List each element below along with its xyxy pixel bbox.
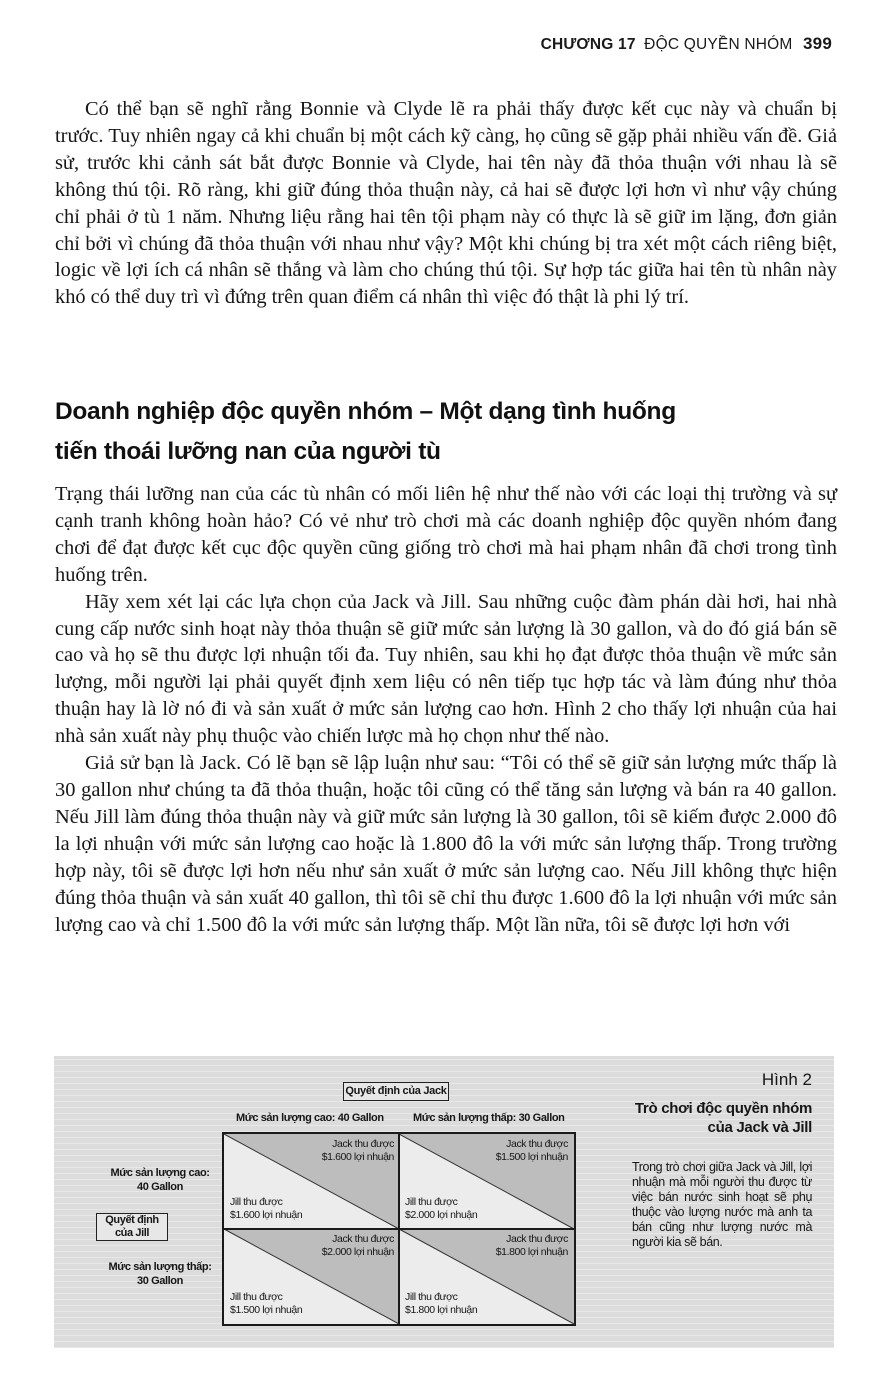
figure-caption: Trong trò chơi giữa Jack và Jill, lợi nhuận mà mỗi người thu được từ việc bán nước sinh hoạt sẽ phụ thuộc vào lượng nước mà anh ta bán cũng như lượng nước mà người kia sẽ bán. [632,1160,812,1249]
cell-2-jill-line-1: Jill thu được [405,1196,458,1208]
row-header-low [100,1260,220,1288]
cell-4-jill-line-1: Jill thu được [405,1291,458,1303]
figure-texture-line [54,1329,834,1330]
cell-1-jill-line-2: $1.600 lợi nhuận [230,1209,303,1221]
cell-4-jill-line-2: $1.800 lợi nhuận [405,1304,478,1316]
figure-number: Hình 2 [761,1070,812,1089]
cell-2-jack-line-2: $1.500 lợi nhuận [495,1151,568,1163]
section-heading-line-1: Doanh nghiệp độc quyền nhóm – Một dạng tình huống [55,398,676,425]
body-text-section [55,481,837,938]
column-header-low: Mức sản lượng thấp: 30 Gallon [413,1112,565,1124]
row-header-high [104,1166,216,1194]
cell-1-jack-payoff [308,1138,394,1164]
figure-texture-line [54,1347,834,1348]
cell-3-jack-line-2: $2.000 lợi nhuận [321,1246,394,1258]
cell-3-jill-line-1: Jill thu được [230,1291,283,1303]
row-header-high-line-2: 40 Gallon [137,1181,183,1193]
figure-title [620,1099,812,1137]
cell-1-jill-line-1: Jill thu được [230,1196,283,1208]
cell-2-jill-line-2: $2.000 lợi nhuận [405,1209,478,1221]
jill-decision-line-1: Quyết định [105,1214,159,1226]
paragraph: Hãy xem xét lại các lựa chọn của Jack và Jill. Sau những cuộc đàm phán dài hơi, hai nhà cung cấp nước sinh hoạt này thỏa thuận sẽ giữ mức sản lượng là 30 gallon, và do đó giá bán sẽ cao và họ sẽ thu được lợi nhuận tối đa. Tuy nhiên, sau khi họ đạt được thỏa thuận về mức sản lượng, mỗi người lại phải quyết định xem liệu có nên tiếp tục hợp tác và làm đúng như thỏa thuận hay là lờ nó đi và sản xuất ở mức sản lượng cao hơn. Hình 2 cho thấy lợi nhuận của hai nhà sản xuất này phụ thuộc vào chiến lược mà họ chọn như thế nào. [55,590,837,748]
paragraph: Có thể bạn sẽ nghĩ rằng Bonnie và Clyde lẽ ra phải thấy được kết cục này và chuẩn bị trước. Tuy nhiên ngay cả khi chuẩn bị một cách kỹ càng, họ cũng sẽ gặp phải nhiều vấn đề. Giả sử, trước khi cảnh sát bắt được Bonnie và Clyde, hai tên này đã thỏa thuận với nhau là sẽ không thú tội. Rõ ràng, khi giữ đúng thỏa thuận này, cả hai sẽ được lợi hơn vì như vậy chúng chỉ phải ở tù 1 năm. Nhưng liệu rằng hai tên tội phạm này có thực là sẽ giữ im lặng, đơn giản chỉ bởi vì chúng đã thỏa thuận với nhau như vậy? Một khi chúng bị tra xét một cách riêng biệt, logic về lợi ích cá nhân sẽ thắng và làm cho chúng thú tội. Sự hợp tác giữa hai tên tù nhân này khó có thể duy trì vì đứng trên quan điểm cá nhân thì việc đó thật là phi lý trí. [55,98,837,309]
cell-1-jill-payoff [230,1196,302,1222]
jack-decision-label: Quyết định của Jack [343,1082,449,1101]
section-heading-line-2: tiến thoái lưỡng nan của người tù [55,438,441,465]
jill-decision-label [96,1213,168,1241]
figure-texture-line [54,1065,834,1066]
cell-3-jill-line-2: $1.500 lợi nhuận [230,1304,303,1316]
section-heading [55,392,837,472]
chapter-title: ĐỘC QUYỀN NHÓM [644,36,793,53]
figure-texture-line [54,1335,834,1336]
cell-2-jack-line-1: Jack thu được [506,1138,568,1150]
figure-texture-line [54,1341,834,1342]
payoff-matrix [222,1132,576,1326]
chapter-number: CHƯƠNG 17 [540,36,636,53]
paragraph: Giả sử bạn là Jack. Có lẽ bạn sẽ lập luận như sau: “Tôi có thể sẽ giữ sản lượng mức thấp là 30 gallon như chúng ta đã thỏa thuận, hoặc tôi cũng có thể tăng sản lượng và bán ra 40 gallon. Nếu Jill làm đúng thỏa thuận này và giữ mức sản lượng là 30 gallon, tôi sẽ kiếm được 2.000 đô la lợi nhuận với mức sản lượng cao hoặc là 1.800 đô la với mức sản lượng thấp. Trong trường hợp này, tôi sẽ được lợi hơn nếu như sản xuất ở mức sản lượng cao. Nếu Jill không thực hiện đúng thỏa thuận và sản xuất 40 gallon, thì tôi sẽ chỉ thu được 1.600 đô la lợi nhuận với mức sản lượng cao và chỉ 1.500 đô la với mức sản lượng thấp. Một lần nữa, tôi sẽ được lợi hơn với [55,752,837,936]
figure-texture-line [54,1059,834,1060]
body-text-top [55,96,837,311]
paragraph: Trạng thái lưỡng nan của các tù nhân có mối liên hệ như thế nào với các loại thị trường và sự cạnh tranh không hoàn hảo? Có vẻ như trò chơi mà các doanh nghiệp độc quyền nhóm đang chơi để đạt được kết cục độc quyền cũng giống trò chơi mà hai phạm nhân đã chơi trong tình huống trên. [55,483,837,586]
row-header-low-line-2: 30 Gallon [137,1275,183,1287]
column-header-high: Mức sản lượng cao: 40 Gallon [236,1112,384,1124]
jill-decision-line-2: của Jill [114,1227,150,1239]
cell-1-jack-line-2: $1.600 lợi nhuận [321,1151,394,1163]
cell-2-jack-payoff [480,1138,568,1164]
cell-2-jill-payoff [405,1196,477,1222]
figure-title-line-1: Trò chơi độc quyền nhóm [634,1100,812,1117]
figure-title-line-2: của Jack và Jill [707,1119,812,1136]
cell-1-jack-line-1: Jack thu được [332,1138,394,1150]
page-number: 399 [803,34,832,53]
cell-4-jill-payoff [405,1291,477,1317]
cell-4-jack-payoff [480,1233,568,1259]
cell-3-jack-payoff [308,1233,394,1259]
cell-4-jack-line-1: Jack thu được [506,1233,568,1245]
row-header-low-line-1: Mức sản lượng thấp: [108,1261,212,1273]
cell-3-jack-line-1: Jack thu được [332,1233,394,1245]
row-header-high-line-1: Mức sản lượng cao: [110,1167,210,1179]
cell-3-jill-payoff [230,1291,302,1317]
running-header [541,34,832,54]
cell-4-jack-line-2: $1.800 lợi nhuận [495,1246,568,1258]
